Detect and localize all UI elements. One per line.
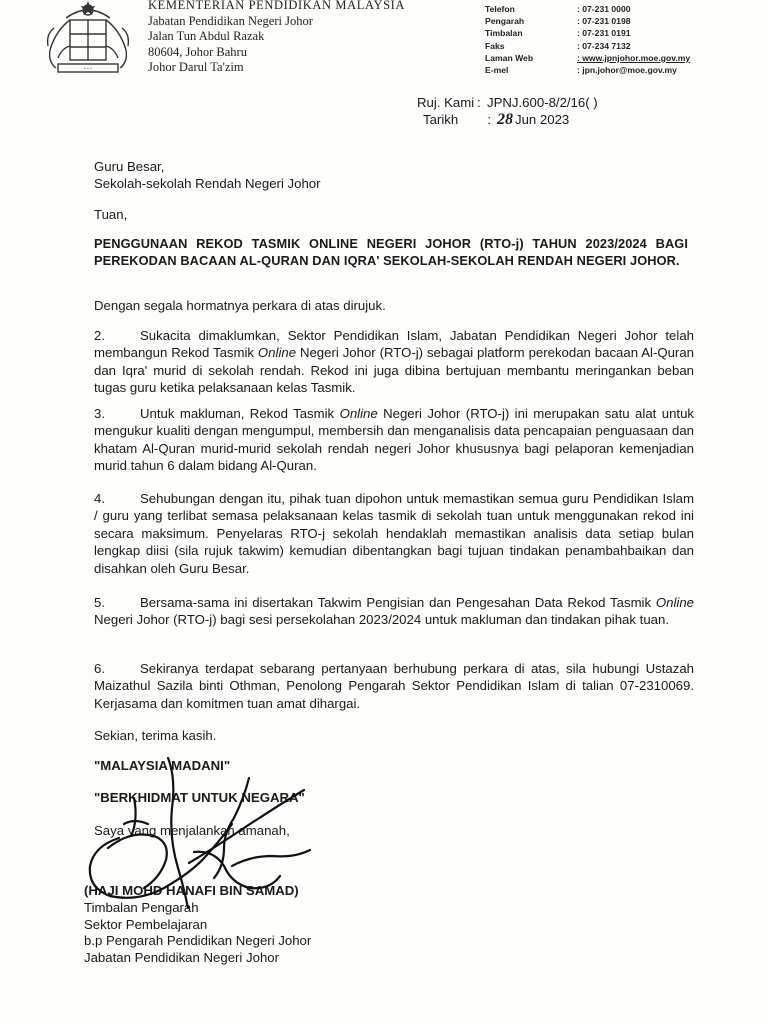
- paragraph-text: Negeri Johor (RTO-j) sebagai platform perekodan bacaan Al-Quran dan Iqra' murid di sekolah rendah. Rekod ini juga dibina bertujuan membantu meringankan beban tugas guru ketika pelaksanaan kelas Tasmik.: [94, 345, 694, 396]
- paragraph-number: 6.: [94, 661, 105, 676]
- letterhead-contacts: [485, 3, 690, 76]
- paragraph-6: [94, 660, 694, 712]
- recipient-schools: Sekolah-sekolah Rendah Negeri Johor: [94, 176, 321, 192]
- paragraph-number: 2.: [94, 328, 105, 343]
- paragraph-text: Sehubungan dengan itu, pihak tuan dipohon untuk memastikan semua guru Pendidikan Islam / guru yang terlibat semasa pelaksanaan kelas tasmik di sekolah tuan untuk menggunakan rekod ini secara maksimum. Penyelaras RTO-j sekolah hendaklah memastikan analisis data setiap bulan lengkap diisi (sila rujuk takwim) kemudian dibentangkan bagi tujuan tindakan penambahbaikan dan disahkan oleh Guru Besar.: [94, 491, 694, 576]
- paragraph-number: 5.: [94, 595, 105, 610]
- colon: :: [477, 95, 481, 110]
- reference-block: [417, 94, 598, 128]
- salutation: Tuan,: [94, 207, 128, 222]
- date-row: [417, 111, 598, 128]
- paragraph-3: [94, 405, 694, 475]
- motto-berkhidmat: "BERKHIDMAT UNTUK NEGARA": [94, 790, 305, 805]
- contact-row: [485, 15, 690, 27]
- paragraph-number: 3.: [94, 406, 105, 421]
- contact-label: E-mel: [485, 65, 509, 76]
- paragraph-text: Untuk makluman, Rekod Tasmik: [140, 406, 340, 421]
- behalf-line: Saya yang menjalankan amanah,: [94, 823, 290, 838]
- date-label: Tarikh: [423, 112, 459, 127]
- signatory-division: Sektor Pembelajaran: [84, 916, 208, 932]
- address-street: Jalan Tun Abdul Razak: [148, 29, 265, 43]
- contact-value: : 07-231 0191: [577, 28, 631, 39]
- recipient-title: Guru Besar,: [94, 159, 165, 174]
- contact-row: [485, 3, 690, 15]
- signatory-department: Jabatan Pendidikan Negeri Johor: [84, 950, 280, 966]
- contact-label: Laman Web: [485, 52, 534, 63]
- ministry-name: KEMENTERIAN PENDIDIKAN MALAYSIA: [148, 0, 406, 12]
- contact-row: [485, 64, 690, 76]
- contact-value: : 07-234 7132: [577, 40, 631, 51]
- paragraph-text: Sekiranya terdapat sebarang pertanyaan berhubung perkara di atas, sila hubungi Ustazah Maizathul Sazila binti Othman, Penolong Pengarah Sektor Pendidikan Islam di talian 07-2310069. Kerjasama dan komitmen tuan amat dihargai.: [94, 661, 694, 711]
- contact-row: [485, 52, 690, 64]
- contact-label: Pengarah: [485, 16, 525, 27]
- reference-number-row: [417, 94, 598, 111]
- paragraph-emphasis: Online: [257, 345, 297, 361]
- recipient-block: [94, 158, 694, 193]
- contact-label: Telefon: [485, 4, 515, 14]
- contact-row: [485, 40, 690, 52]
- contact-value: : 07-231 0000: [577, 4, 631, 14]
- closing-line: Sekian, terima kasih.: [94, 728, 217, 743]
- email-link[interactable]: : jpn.johor@moe.gov.my: [577, 65, 677, 76]
- motto-malaysia-madani: "MALAYSIA MADANI": [94, 758, 231, 773]
- date-day-handwritten: 28: [497, 111, 513, 128]
- paragraph-5: [94, 594, 694, 629]
- letter-subject: PENGGUNAAN REKOD TASMIK ONLINE NEGERI JOHOR (RTO-j) TAHUN 2023/2024 BAGI PEREKODAN BACAAN AL-QURAN DAN IQRA' SEKOLAH-SEKOLAH RENDAH NEGERI JOHOR.: [94, 236, 688, 269]
- signatory-title: Timbalan Pengarah: [84, 899, 199, 915]
- opening-line: Dengan segala hormatnya perkara di atas dirujuk.: [94, 298, 386, 313]
- paragraph-emphasis: Online: [655, 595, 694, 610]
- paragraph-4: [94, 490, 694, 577]
- paragraph-emphasis: Online: [339, 406, 378, 421]
- address-city: 80604, Johor Bahru: [148, 44, 247, 59]
- paragraph-text: Bersama-sama ini disertakan Takwim Pengisian dan Pengesahan Data Rekod Tasmik: [140, 595, 656, 610]
- reference-value: JPNJ.600-8/2/16( ): [487, 95, 598, 110]
- website-link[interactable]: : www.jpnjohor.moe.gov.my: [577, 52, 691, 63]
- department-name: Jabatan Pendidikan Negeri Johor: [148, 13, 313, 28]
- paragraph-number: 4.: [94, 491, 105, 506]
- colon: :: [487, 112, 491, 127]
- contact-row: [485, 27, 690, 39]
- letterhead-organization: [148, 0, 405, 76]
- signatory-name: (HAJI MOHD HANAFI BIN SAMAD): [84, 883, 299, 898]
- reference-label: Ruj. Kami: [417, 95, 475, 110]
- signatory-behalf: b.p Pengarah Pendidikan Negeri Johor: [84, 933, 312, 949]
- paragraph-text: Sukacita dimaklumkan, Sektor Pendidikan Islam, Jabatan Pendidikan Negeri Johor telah membangun Rekod Tasmik: [94, 328, 694, 361]
- paragraph-text: Negeri Johor (RTO-j) bagi sesi persekolahan 2023/2024 untuk makluman dan tindakan pihak tuan.: [94, 612, 669, 628]
- paragraph-2: [94, 327, 694, 397]
- address-state: Johor Darul Ta'zim: [148, 60, 244, 74]
- contact-value: : 07-231 0198: [577, 16, 631, 27]
- date-month-year: Jun 2023: [515, 112, 570, 127]
- svg-text:* * *: * * *: [84, 66, 92, 72]
- handwritten-signature: [74, 738, 344, 938]
- contact-label: Timbalan: [485, 28, 523, 39]
- coat-of-arms-logo: [36, 0, 140, 80]
- contact-label: Faks: [485, 40, 505, 51]
- paragraph-text: Negeri Johor (RTO-j) ini merupakan satu alat untuk mengukur kualiti dengan mengumpul, membersih dan menganalisis data pencapaian penguasaan dan khatam Al-Quran murid-murid sekolah rendah negeri Johor khususnya bagi pelaporan kemenjadian murid tahun 6 dalam bidang Al-Quran.: [94, 406, 695, 474]
